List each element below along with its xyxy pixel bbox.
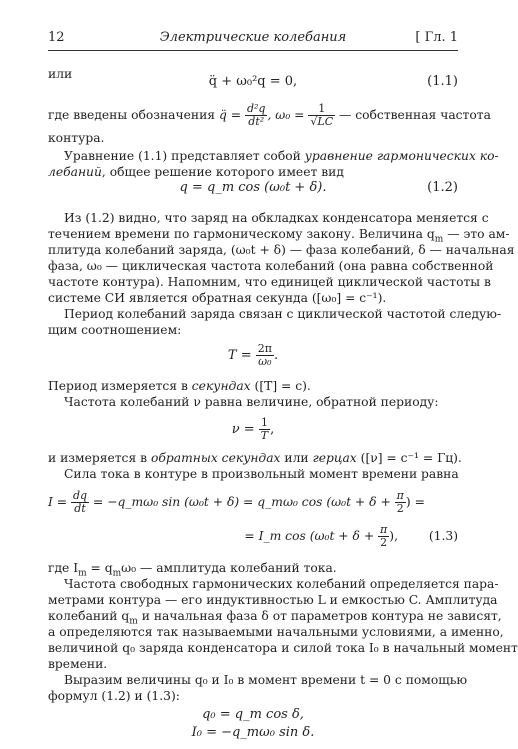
text-fragment: — собственная частота bbox=[335, 108, 491, 122]
formula-fragment: q̈ = bbox=[218, 108, 245, 122]
equation-initial-charge: q₀ = q_m cos δ, bbox=[202, 707, 304, 722]
text-fragment: , общее решение которого имеет вид bbox=[101, 165, 344, 179]
emphasis-term: уравнение гармонических ко- bbox=[304, 149, 499, 163]
running-title: Электрические колебания bbox=[159, 30, 347, 45]
fraction bbox=[395, 490, 406, 515]
emphasis-term: лебаний bbox=[48, 165, 102, 179]
emphasis-term: герцах bbox=[312, 451, 357, 465]
equation-1-2 bbox=[48, 180, 458, 200]
definition-line bbox=[48, 100, 491, 130]
text-fragment: ([T] = c). bbox=[250, 379, 311, 393]
formula-fragment: = I_m cos bbox=[244, 529, 310, 543]
page-number: 12 bbox=[48, 30, 65, 45]
text-line bbox=[48, 148, 499, 164]
equation-body bbox=[244, 520, 398, 552]
text-line: фаза, ω₀ — циклическая частота колебаний (она равна собственной bbox=[48, 259, 494, 273]
formula-fragment: (ω₀t + δ + bbox=[309, 529, 379, 543]
fraction-numerator: 1 bbox=[259, 417, 270, 430]
equation-1-1 bbox=[48, 74, 458, 94]
fraction-denominator: 2 bbox=[396, 502, 404, 515]
equation-period bbox=[48, 340, 458, 372]
equation-body bbox=[48, 486, 425, 518]
text-line: величиной q₀ заряда конденсатора и силой тока I₀ в начальный момент bbox=[48, 641, 518, 655]
text-line: Частота свободных гармонических колебаний определяется пара- bbox=[64, 577, 499, 591]
formula-fragment: , ω₀ = bbox=[267, 108, 309, 122]
text-line: плитуда колебаний заряда, (ω₀t + δ) — фаза колебаний, δ — начальная bbox=[48, 243, 515, 257]
text-fragment: Уравнение (1.1) представляет собой bbox=[64, 149, 305, 163]
text-line: контура. bbox=[48, 131, 105, 145]
text-fragment: ([ν] = c⁻¹ = Гц). bbox=[356, 451, 462, 465]
fraction-numerator: π bbox=[380, 523, 388, 536]
subscript: m bbox=[129, 616, 138, 627]
formula-fragment: , bbox=[270, 422, 275, 437]
fraction-numerator: dq bbox=[72, 489, 88, 502]
text-line bbox=[48, 378, 458, 394]
text-line: Частота колебаний ν равна величине, обратной периоду: bbox=[64, 395, 439, 409]
header-rule bbox=[48, 50, 458, 51]
text-line: метрами контура — его индуктивностью L и емкостью C. Амплитуда bbox=[48, 593, 498, 607]
formula-fragment: ) = bbox=[405, 495, 425, 509]
fraction bbox=[308, 103, 335, 128]
text-line bbox=[48, 450, 462, 466]
emphasis-term: обратных секундах bbox=[150, 451, 281, 465]
equation-number: (1.2) bbox=[427, 180, 458, 195]
text-line: системе СИ является обратная секунда ([ω₀] = c⁻¹). bbox=[48, 291, 387, 305]
subscript: m bbox=[78, 568, 87, 579]
emphasis-term: секундах bbox=[191, 379, 251, 393]
text-fragment: — это ам- bbox=[443, 227, 510, 241]
text-line: щим соотношением: bbox=[48, 323, 182, 337]
text-line: или bbox=[48, 67, 73, 81]
text-line: Из (1.2) видно, что заряд на обкладках конденсатора меняется с bbox=[64, 211, 489, 225]
text-fragment: Период измеряется в bbox=[48, 379, 192, 393]
fraction bbox=[256, 343, 274, 368]
fraction-denominator: dt² bbox=[248, 115, 265, 128]
formula-fragment: T = bbox=[227, 348, 256, 363]
text-line: а определяются так называемыми начальными условиями, а именно, bbox=[48, 625, 504, 639]
text-line: Выразим величины q₀ и I₀ в момент времени t = 0 с помощью bbox=[64, 673, 468, 687]
text-fragment: = q bbox=[86, 561, 113, 575]
equation-1-3-line-2 bbox=[48, 520, 458, 552]
text-fragment: ω₀ — амплитуда колебаний тока. bbox=[121, 561, 337, 575]
fraction-denominator: dt bbox=[74, 502, 86, 515]
chapter-marker: [ Гл. 1 bbox=[415, 30, 458, 45]
text-fragment: где I bbox=[48, 561, 79, 575]
text-fragment: и измеряется в bbox=[48, 451, 151, 465]
formula-fragment: ), bbox=[389, 529, 398, 543]
text-fragment: и начальная фаза δ от параметров контура не зависят, bbox=[137, 609, 502, 623]
running-header bbox=[48, 30, 458, 50]
equation-frequency bbox=[48, 414, 458, 446]
equation-1-3-line-1 bbox=[48, 486, 458, 518]
fraction-numerator: 1 bbox=[308, 103, 335, 116]
text-fragment: течением времени по гармоническому закону. Величина q bbox=[48, 227, 435, 241]
text-fragment: или bbox=[280, 451, 313, 465]
equation-body: q = q_m cos (ω₀t + δ). bbox=[179, 180, 327, 195]
fraction-denominator: ω₀ bbox=[258, 355, 272, 368]
text-fragment: где введены обозначения bbox=[48, 108, 219, 122]
fraction-denominator: √LC bbox=[310, 115, 334, 128]
equation-number: (1.1) bbox=[427, 74, 458, 89]
equation-body: q̈ + ω₀²q = 0, bbox=[208, 74, 298, 89]
fraction bbox=[378, 524, 389, 549]
formula-fragment: . bbox=[273, 348, 279, 363]
formula-fragment: (ω₀t + δ + bbox=[326, 495, 395, 509]
text-line: формул (1.2) и (1.3): bbox=[48, 689, 180, 703]
equation-number: (1.3) bbox=[428, 529, 458, 543]
text-line bbox=[48, 164, 458, 180]
text-line: времени. bbox=[48, 657, 108, 671]
fraction bbox=[245, 103, 268, 128]
fraction-denominator: T bbox=[260, 429, 269, 442]
fraction-numerator: d²q bbox=[246, 102, 266, 115]
fraction-numerator: π bbox=[396, 489, 404, 502]
formula-fragment: = −q_mω₀ sin (ω₀t + δ) = q_mω₀ cos bbox=[89, 495, 327, 509]
text-fragment: колебаний q bbox=[48, 609, 130, 623]
fraction-denominator: 2 bbox=[380, 536, 388, 549]
subscript: m bbox=[434, 234, 444, 245]
equation-initial-current: I₀ = −q_mω₀ sin δ. bbox=[191, 725, 315, 740]
fraction-numerator: 2π bbox=[257, 342, 272, 355]
fraction bbox=[259, 417, 270, 442]
fraction bbox=[71, 490, 89, 515]
text-line: Сила тока в контуре в произвольный момент времени равна bbox=[64, 467, 459, 481]
subscript: m bbox=[112, 568, 122, 579]
formula-fragment: I = bbox=[48, 495, 71, 509]
text-line: Период колебаний заряда связан с циклической частотой следую- bbox=[64, 307, 502, 321]
text-line: частоте контура). Напомним, что единицей циклической частоты в bbox=[48, 275, 491, 289]
formula-fragment: ν = bbox=[231, 422, 259, 437]
